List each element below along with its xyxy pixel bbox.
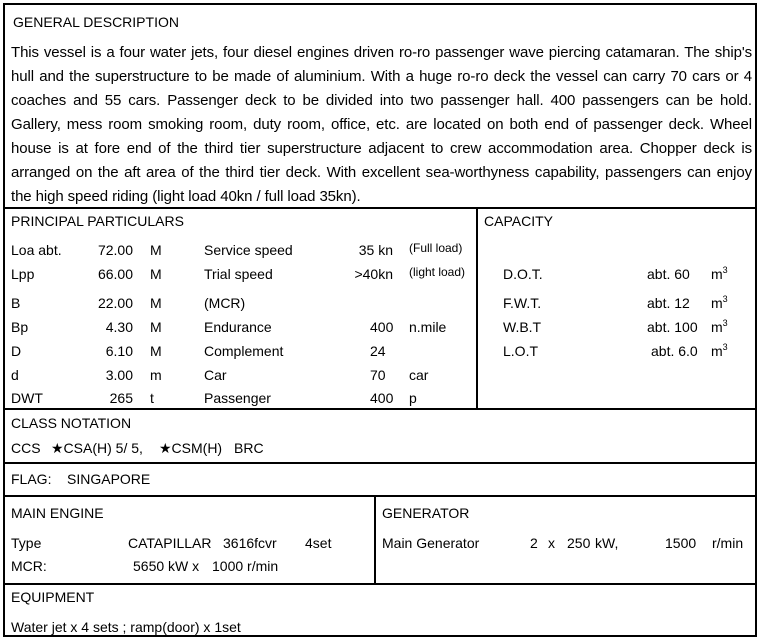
perf-value: 24 [370,343,386,359]
perf-label: Car [204,367,227,383]
engine-qty: 4set [305,535,332,551]
dim-value: 72.00 [97,242,133,258]
dim-unit: M [150,319,162,335]
generator-heading: GENERATOR [382,505,470,521]
capacity-label: W.B.T [503,319,542,335]
class-ccs: CCS [11,440,41,456]
divider [5,207,755,209]
engine-model: 3616fcvr [223,535,277,551]
dim-label: B [11,295,21,311]
dim-value: 6.10 [105,343,133,359]
perf-note: (light load) [409,265,466,279]
dim-label: Loa abt. [11,242,62,258]
capacity-heading: CAPACITY [484,213,553,229]
capacity-label: L.O.T [503,343,539,359]
perf-label: Trial speed [204,266,273,282]
dim-unit: M [150,242,162,258]
generator-count: 2 [530,535,538,551]
general-heading: GENERAL DESCRIPTION [13,14,179,30]
generator-label: Main Generator [382,535,480,551]
dim-unit: M [150,266,162,282]
dim-value: 22.00 [97,295,133,311]
perf-label: Service speed [204,242,293,258]
class-heading: CLASS NOTATION [11,415,132,431]
engine-mcr-label: MCR: [11,558,47,574]
generator-unit: kW, [595,535,619,551]
perf-value: 400 [370,390,394,406]
engine-rpm: 1000 r/min [212,558,279,574]
generator-power: 250 [567,535,591,551]
perf-note: (Full load) [409,241,463,255]
capacity-label: F.W.T. [503,295,542,311]
principal-heading: PRINCIPAL PARTICULARS [11,213,184,229]
dim-unit: M [150,295,162,311]
perf-value: 70 [370,367,386,383]
equipment-heading: EQUIPMENT [11,589,95,605]
generator-rpm-unit: r/min [712,535,744,551]
divider [5,408,755,410]
capacity-value: abt. 60 [647,266,690,282]
generator-x: x [548,535,555,551]
capacity-unit: $m^3$ [711,294,728,311]
capacity-unit: $m^3$ [711,342,728,359]
class-brc: BRC [234,440,264,456]
perf-note: n.mile [409,319,447,335]
dim-unit: m [150,367,162,383]
dim-unit: t [150,390,154,406]
perf-label: Complement [204,343,284,359]
divider [5,462,755,464]
flag-label: FLAG: [11,471,52,487]
divider [5,495,755,497]
capacity-value: abt. 12 [647,295,690,311]
dim-label: Lpp [11,266,35,282]
equipment-value: Water jet x 4 sets ; ramp(door) x 1set [11,619,241,635]
perf-note: p [409,390,417,406]
perf-label: (MCR) [204,295,246,311]
capacity-value: abt. 6.0 [651,343,698,359]
perf-value: >40kn [354,266,393,282]
engine-make: CATAPILLAR [128,535,212,551]
perf-value: 35 kn [358,242,393,258]
capacity-value: abt. 100 [647,319,698,335]
divider [476,207,478,408]
capacity-unit: $m^3$ [711,265,728,282]
perf-label: Endurance [204,319,272,335]
engine-type-label: Type [11,535,42,551]
dim-value: 4.30 [105,319,133,335]
divider [5,583,755,585]
divider [374,495,376,583]
engine-power: 5650 kW x [133,558,200,574]
class-csa: ★CSA(H) 5/ 5, [51,440,143,456]
perf-value: 400 [370,319,394,335]
class-csm: ★CSM(H) [159,440,223,456]
main-engine-heading: MAIN ENGINE [11,505,104,521]
dim-value: 66.00 [97,266,133,282]
capacity-label: D.O.T. [503,266,543,282]
perf-label: Passenger [204,390,271,406]
perf-note: car [409,367,429,383]
dim-label: d [11,367,19,383]
generator-rpm: 1500 [665,535,697,551]
dim-label: D [11,343,22,359]
flag-value: SINGAPORE [67,471,151,487]
capacity-unit: $m^3$ [711,318,728,335]
general-description: This vessel is a four water jets, four diesel engines driven ro-ro passenger wave piercing catamaran. The ship's hull and the superstructure to be made of aluminium. With a huge ro-ro deck the vessel can carry 70 cars or 4 coaches and 55 cars. Passenger deck to be divided into two passenger hall. 400 passengers can be hold. Gallery, mess room smoking room, duty room, office, etc. are located on both end of passenger deck. Wheel house is at fore end of the third tier superstructure adjacent to crew accommodation area. Chopper deck is arranged on the aft area of the third tier deck. With excellent sea-worthyness capability, passengers can enjoy the high speed riding (light load 40kn / full load 35kn). [11,44,752,205]
dim-unit: M [150,343,162,359]
dim-value: 3.00 [105,367,133,383]
spec-sheet [3,3,757,637]
dim-label: DWT [11,390,43,406]
dim-value: 265 [109,390,133,406]
dim-label: Bp [11,319,29,335]
